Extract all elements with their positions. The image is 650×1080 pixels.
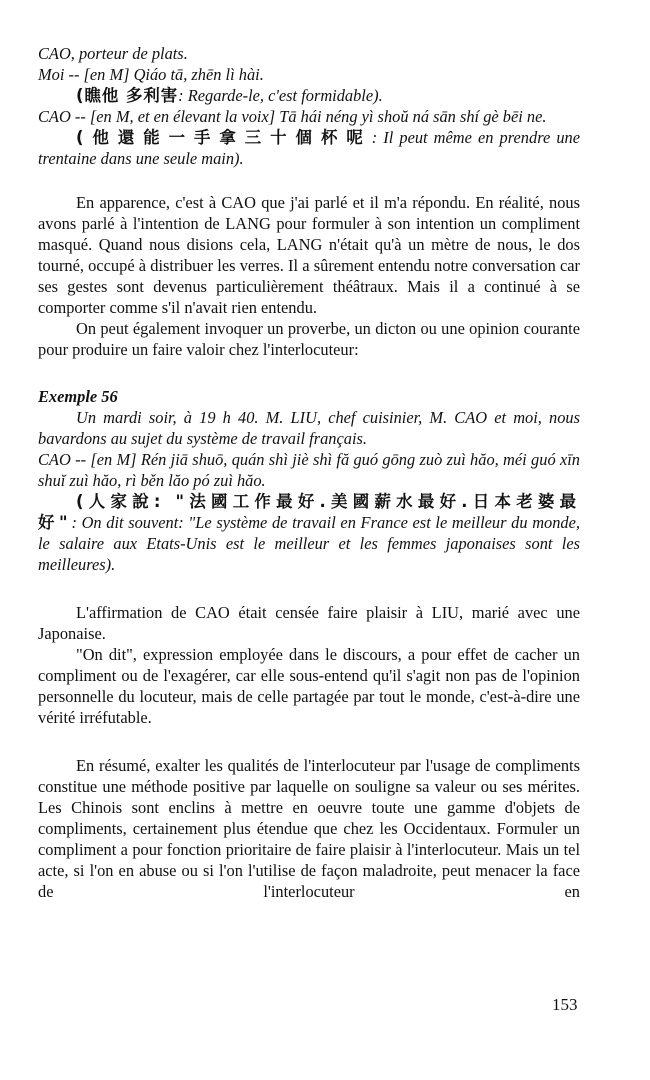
dialogue-line: CAO, porteur de plats. [38,44,188,63]
french-translation: : On dit souvent: "Le système de travail en France est le meilleur du monde, le salaire aux Etats-Unis est le meilleur et les femmes japonaises sont les meilleures). [38,513,580,574]
dialogue-line: CAO -- [en M, et en élevant la voix] Tā hái néng yì shoŭ ná sān shí gè bēi ne. [38,107,547,126]
paragraph: En apparence, c'est à CAO que j'ai parlé et il m'a répondu. En réalité, nous avons parlé à l'intention de LANG pour formuler à son intention un compliment masqué. Quand nous disions cela, LANG n'était qu'à un mètre de nous, le dos tourné, occupé à distribuer les verres. Il a sûrement entendu notre conversation car ses gestes sont devenus particulièrement théâtraux. Mais il a continué à se comporter comme s'il n'avait rien entendu. [38,193,580,317]
page-number: 153 [552,995,578,1014]
chinese-text: (人家說: "法國工作最好.美國薪水最好.日本老婆最好" [38,492,580,532]
spacer [38,169,580,190]
dialogue-block-1 [38,43,580,169]
translation-line [38,127,580,169]
spacer [38,728,580,749]
translation-line [38,491,580,575]
dialogue-line: CAO -- [en M] Rén jiā shuō, quán shì jiè shì fă guó gōng zuò zuì hăo, méi guó xīn shuĭ zuì hăo, rì běn lăo pó zuì hăo. [38,450,580,490]
page-body [38,43,580,902]
french-translation: : Regarde-le, c'est formidable). [178,86,383,105]
example-heading: Exemple 56 [38,387,118,406]
spacer [38,360,580,381]
paragraph: L'affirmation de CAO était censée faire plaisir à LIU, marié avec une Japonaise. [38,603,580,643]
dialogue-line: Moi -- [en M] Qiáo tā, zhēn lì hài. [38,65,264,84]
paragraph: On peut également invoquer un proverbe, un dicton ou une opinion courante pour produire un faire valoir chez l'interlocuteur: [38,319,580,359]
example-block [38,386,580,575]
translation-line [38,85,580,106]
paragraph: En résumé, exalter les qualités de l'interlocuteur par l'usage de compliments constitue une méthode positive par laquelle on souligne sa valeur ou ses mérites. Les Chinois sont enclins à mettre en oeuvre toute une gamme d'objets de compliments, certainement plus étendue que chez les Occidentaux. Formuler un compliment a pour fonction prioritaire de faire plaisir à l'interlocuteur. Mais un tel acte, si l'on en abuse ou si l'on l'utilise de façon maladroite, peut menacer la face de l'interlocuteur en [38,756,580,901]
example-intro: Un mardi soir, à 19 h 40. M. LIU, chef cuisinier, M. CAO et moi, nous bavardons au sujet du système de travail français. [38,408,580,448]
chinese-text: (瞧他 多利害 [76,86,179,105]
chinese-text: (他還能一手拿三十個杯呢 [76,128,372,147]
french-translation: : Il peut même en prendre une trentaine dans une seule main). [38,128,580,168]
paragraph: "On dit", expression employée dans le discours, a pour effet de cacher un compliment ou de l'exagérer, car elle sous-entend qu'il s'agit non pas de l'opinion personnelle du locuteur, mais de celle partagée par tout le monde, c'est-à-dire une vérité irréfutable. [38,645,580,727]
spacer [38,575,580,596]
